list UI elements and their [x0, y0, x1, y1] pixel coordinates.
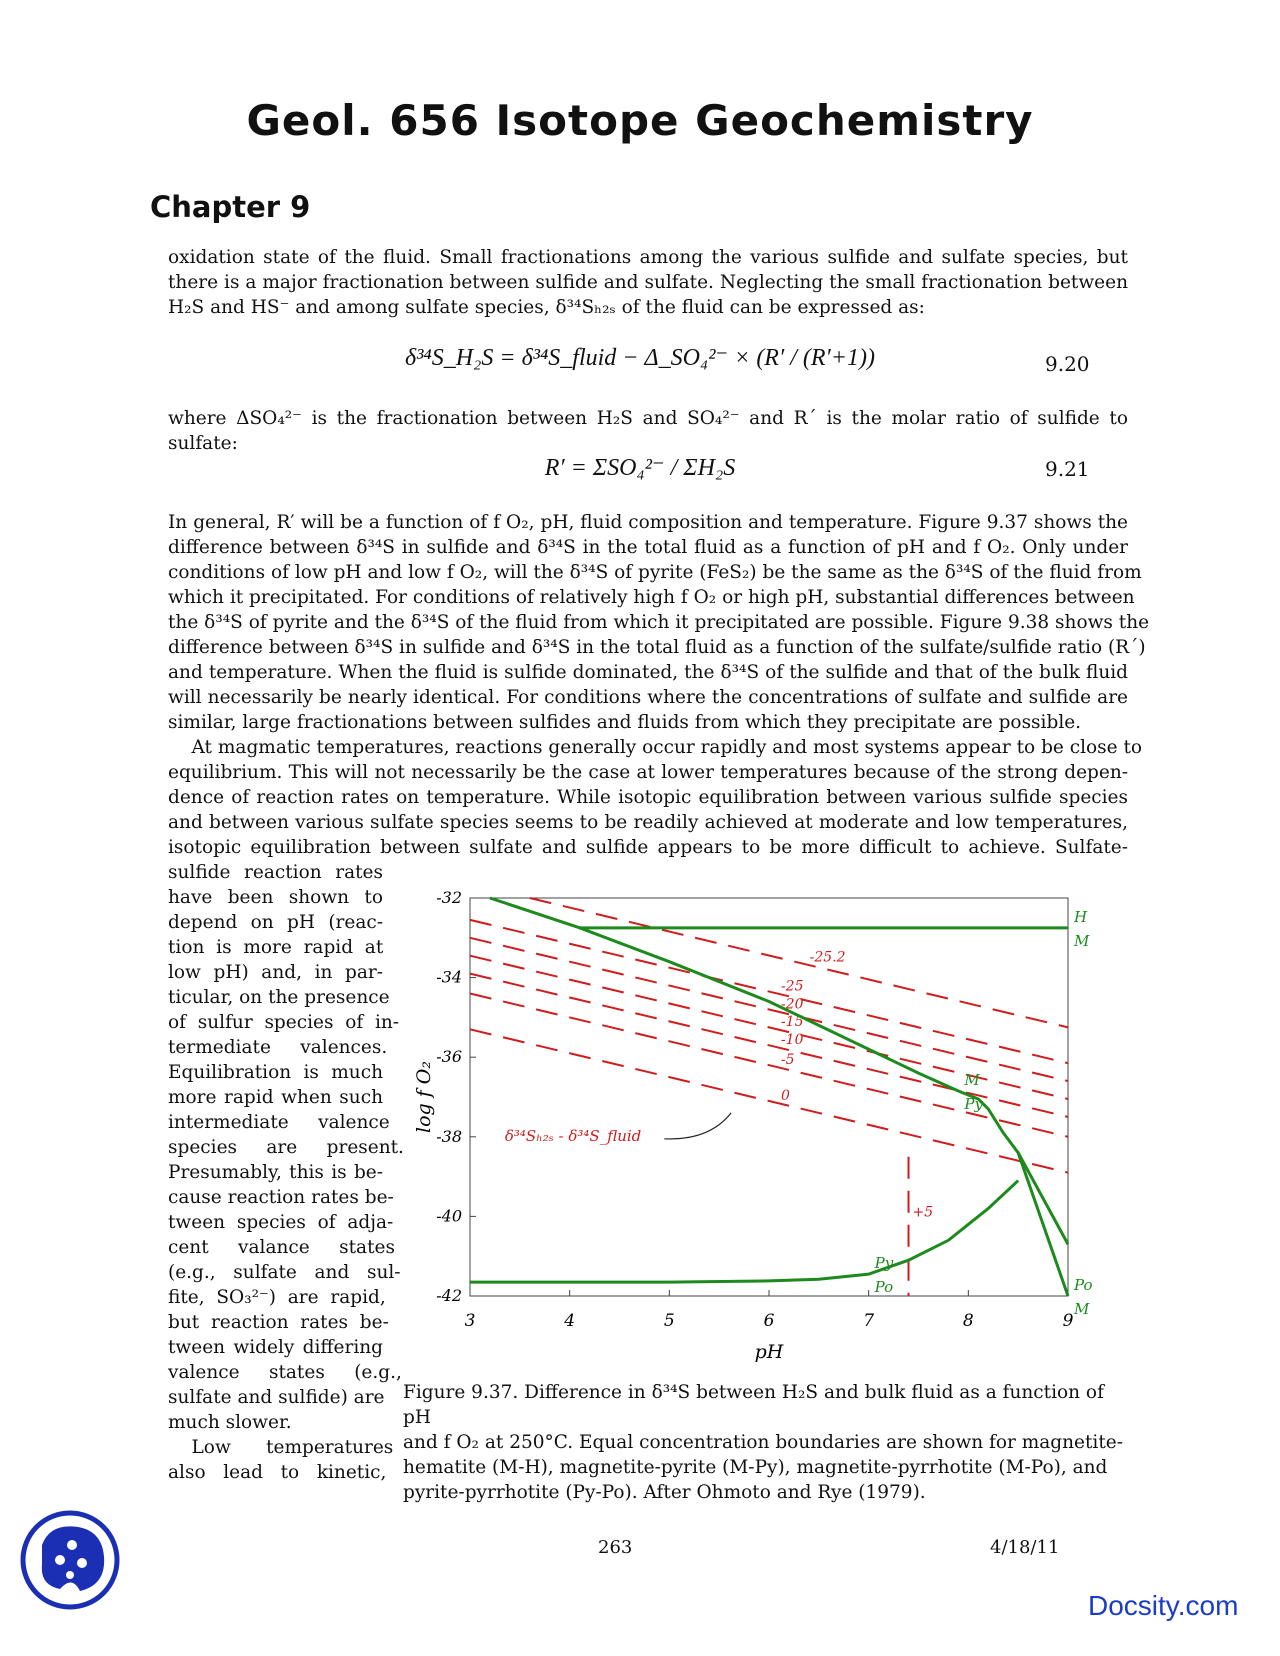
- text-line: which it precipitated. For conditions of relatively high f O₂ or high pH, substantial differences between: [168, 587, 1135, 608]
- docsity-watermark[interactable]: Docsity.com: [1088, 1590, 1239, 1621]
- paragraph-1: [168, 510, 1150, 735]
- boundary-label: M: [1074, 931, 1090, 950]
- text-line: of sulfur species of in-: [168, 1012, 400, 1033]
- contour-label: 0: [780, 1087, 790, 1104]
- text-line: sulfide reaction rates: [168, 862, 383, 883]
- text-line: tion is more rapid at: [168, 937, 384, 958]
- boundary-label: Py: [874, 1254, 894, 1273]
- equation-9-20: δ³⁴S_H₂S = δ³⁴S_fluid − Δ_SO₄²⁻ × (R′ / (R′+1)): [405, 345, 875, 371]
- text-line: and temperature. When the fluid is sulfide dominated, the δ³⁴S of the sulfide and that of the bulk fluid: [168, 662, 1128, 683]
- page-date: 4/18/11: [990, 1537, 1060, 1558]
- caption-line: pyrite-pyrrhotite (Py-Po). After Ohmoto and Rye (1979).: [403, 1482, 926, 1503]
- text-line: have been shown to: [168, 887, 383, 908]
- text-line: intermediate valence: [168, 1112, 390, 1133]
- text-line: species are present.: [168, 1137, 404, 1158]
- boundary-label: M: [1074, 1300, 1090, 1318]
- boundary-label: Py: [964, 1095, 983, 1114]
- text-line: will necessarily be nearly identical. For conditions where the concentrations of sulfate and sulfide are: [168, 687, 1128, 708]
- x-tick-label: 5: [663, 1311, 675, 1331]
- boundary-label: Po: [874, 1278, 894, 1297]
- boundary-label: H: [1074, 907, 1088, 926]
- boundary-label: M: [964, 1071, 980, 1090]
- text-line: dence of reaction rates on temperature. While isotopic equilibration between various sulfide species: [168, 787, 1128, 808]
- equation-9-21: R′ = ΣSO₄²⁻ / ΣH₂S: [544, 455, 736, 481]
- text-line: cause reaction rates be-: [168, 1187, 394, 1208]
- x-tick-label: 4: [564, 1311, 576, 1331]
- caption-line: Figure 9.37. Difference in δ³⁴S between H₂S and bulk fluid as a function of pH: [403, 1382, 1104, 1428]
- contour-line: [470, 994, 1068, 1137]
- x-tick-label: 8: [962, 1311, 974, 1331]
- figure-caption: [403, 1380, 1128, 1505]
- text-line: termediate valences.: [168, 1037, 388, 1058]
- text-line: H₂S and HS⁻ and among sulfate species, δ³⁴Sₕ₂ₛ of the fluid can be expressed as:: [168, 297, 925, 318]
- intro-paragraph: [168, 245, 1128, 320]
- text-line: conditions of low pH and low f O₂, will the δ³⁴S of pyrite (FeS₂) be the same as the δ³⁴S of the fluid from: [168, 562, 1142, 583]
- x-tick-label: 7: [863, 1311, 875, 1331]
- y-tick-label: -42: [436, 1286, 462, 1305]
- x-tick-label: 9: [1062, 1311, 1074, 1331]
- text-line: cent valance states: [168, 1237, 395, 1258]
- boundary-label: Po: [1074, 1276, 1093, 1294]
- text-line: oxidation state of the fluid. Small fractionations among the various sulfide and sulfate species, but: [168, 247, 1128, 268]
- text-line: more rapid when such: [168, 1087, 383, 1108]
- text-line: (e.g., sulfate and sul-: [168, 1262, 401, 1283]
- contour-label: -25: [780, 978, 804, 995]
- boundary-line: [470, 1181, 1018, 1282]
- text-line: tween species of adja-: [168, 1212, 394, 1233]
- contour-label: -5: [780, 1052, 795, 1069]
- text-line: low pH) and, in par-: [168, 962, 383, 983]
- text-line: Presumably, this is be-: [168, 1162, 383, 1183]
- contour-label: +5: [912, 1204, 934, 1221]
- text-line: equilibrium. This will not necessarily be the case at lower temperatures because of the strong depen-: [168, 762, 1128, 783]
- contour-label: -20: [780, 996, 804, 1013]
- y-tick-label: -40: [436, 1206, 462, 1226]
- text-line: the δ³⁴S of pyrite and the δ³⁴S of the fluid from which it precipitated are possible. Figure 9.38 shows the: [168, 612, 1150, 633]
- boundary-line: [1018, 1153, 1068, 1296]
- y-tick-label: -38: [436, 1126, 462, 1146]
- caption-line: and f O₂ at 250°C. Equal concentration boundaries are shown for magnetite-: [403, 1432, 1123, 1453]
- text-line: and between various sulfate species seems to be readily achieved at moderate and low temperatures,: [168, 812, 1128, 833]
- y-axis-label: log f O₂: [413, 1061, 435, 1133]
- text-line: but reaction rates be-: [168, 1312, 389, 1333]
- y-tick-label: -32: [436, 888, 462, 907]
- boundary-line: [490, 898, 1068, 1244]
- chapter-heading: Chapter 9: [150, 190, 311, 224]
- text-line: In general, R′ will be a function of f O₂, pH, fluid composition and temperature. Figure 9.37 shows the: [168, 512, 1128, 533]
- y-tick-label: -34: [436, 967, 462, 987]
- where-line: where ΔSO₄²⁻ is the fractionation between H₂S and SO₄²⁻ and R´ is the molar ratio of sulfide to sulfate:: [168, 408, 1128, 454]
- contour-line: [470, 920, 1068, 1063]
- x-tick-label: 3: [464, 1311, 476, 1331]
- annotation-arrow: [664, 1113, 731, 1139]
- text-line: Low temperatures: [168, 1437, 394, 1458]
- text-line: tween widely differing: [168, 1337, 383, 1358]
- side-column: [168, 860, 404, 1485]
- text-line: difference between δ³⁴S in sulfide and δ³⁴S in the total fluid as a function of the sulfate/sulfide ratio (R´): [168, 637, 1146, 658]
- contour-label: -15: [780, 1014, 804, 1031]
- docsity-logo-icon[interactable]: [20, 1505, 120, 1615]
- y-tick-label: -36: [436, 1047, 462, 1067]
- text-line: much slower.: [168, 1412, 292, 1433]
- x-axis-label: pH: [754, 1341, 784, 1363]
- text-line: Equilibration is much: [168, 1062, 383, 1083]
- text-line: fite, SO₃²⁻) are rapid,: [168, 1287, 386, 1308]
- equation-number: 9.20: [1045, 352, 1090, 376]
- text-line: At magmatic temperatures, reactions generally occur rapidly and most systems appear to be close to: [168, 737, 1143, 758]
- paragraph-2: [168, 735, 1143, 860]
- text-line: there is a major fractionation between sulfide and sulfate. Neglecting the small fractionation between: [168, 272, 1128, 293]
- text-line: depend on pH (reac-: [168, 912, 383, 933]
- text-line: isotopic equilibration between sulfate and sulfide appears to be more difficult to achieve. Sulfate-: [168, 837, 1128, 858]
- contour-label: -10: [780, 1032, 804, 1049]
- caption-line: hematite (M-H), magnetite-pyrite (M-Py), magnetite-pyrrhotite (M-Po), and: [403, 1457, 1108, 1478]
- page-number: 263: [598, 1537, 633, 1558]
- figure-9-37: [400, 880, 1093, 1380]
- text-line: valence states (e.g.,: [168, 1362, 402, 1383]
- text-line: sulfate and sulfide) are: [168, 1387, 385, 1408]
- annotation-label: δ³⁴Sₕ₂ₛ - δ³⁴S_fluid: [504, 1126, 642, 1145]
- contour-line: [470, 938, 1068, 1081]
- x-tick-label: 6: [763, 1311, 775, 1331]
- equation-number: 9.21: [1045, 457, 1090, 481]
- text-line: similar, large fractionations between sulfides and fluids from which they precipitate are possible.: [168, 712, 1082, 733]
- text-line: also lead to kinetic,: [168, 1462, 387, 1483]
- text-line: difference between δ³⁴S in sulfide and δ³⁴S in the total fluid as a function of pH and f O₂. Only under: [168, 537, 1128, 558]
- page-title: Geol. 656 Isotope Geochemistry: [246, 96, 1034, 145]
- contour-label: -25.2: [809, 949, 846, 966]
- text-line: ticular, on the presence: [168, 987, 390, 1008]
